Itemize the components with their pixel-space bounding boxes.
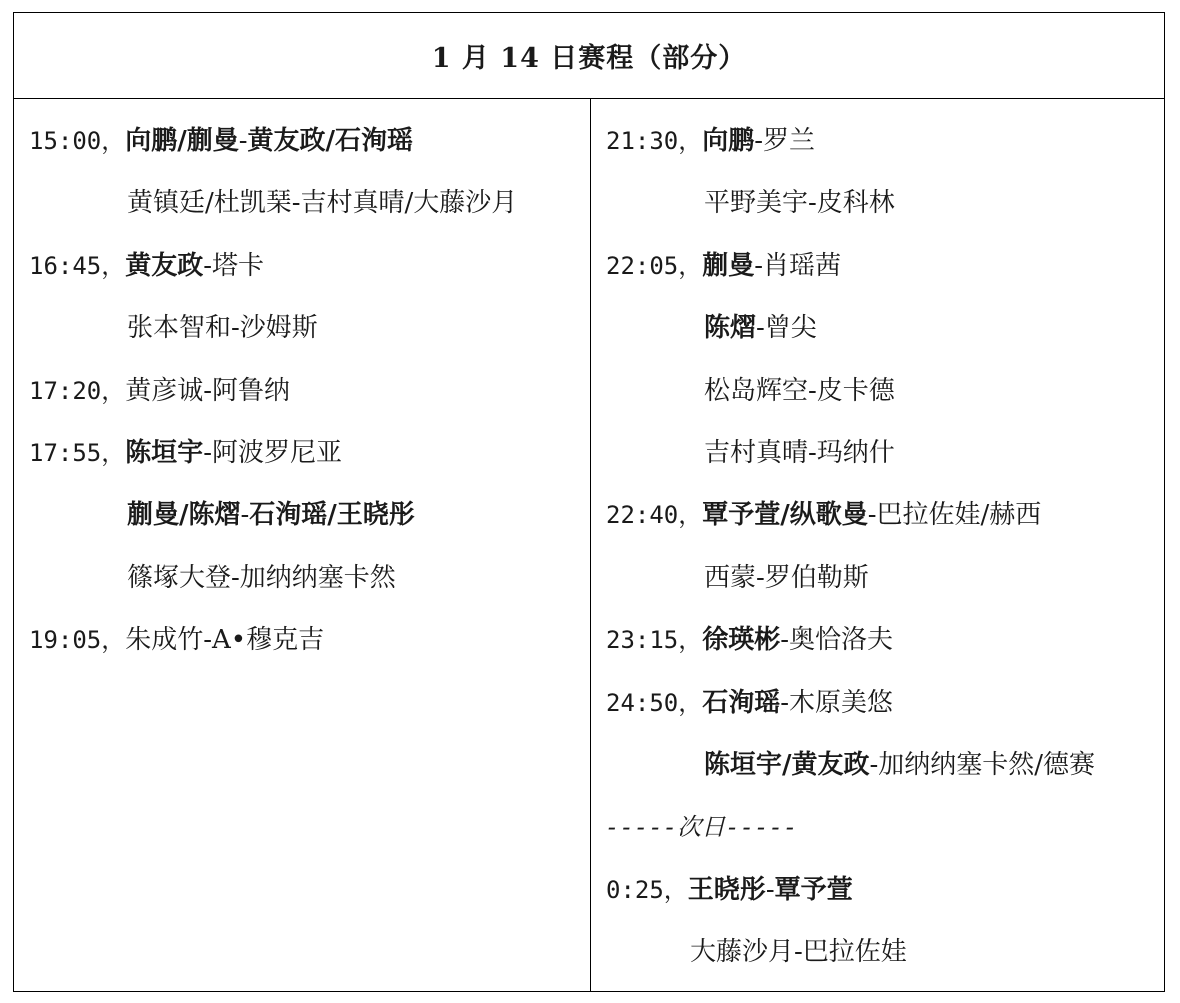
match-text: 西蒙-罗伯勒斯 xyxy=(704,562,869,593)
match-text: -阿波罗尼亚 xyxy=(203,438,343,468)
match-time: 17:20， xyxy=(29,376,126,405)
schedule-line xyxy=(606,620,893,660)
match-text: -罗兰 xyxy=(754,126,816,156)
match-text: 大藤沙月-巴拉佐娃 xyxy=(690,937,907,968)
title-row xyxy=(14,13,1164,99)
match-text: 黄镇廷/杜凯琹-吉村真晴/大藤沙月 xyxy=(127,188,518,219)
left-column xyxy=(14,99,591,991)
schedule-line xyxy=(127,183,517,223)
match-text: 张本智和-沙姆斯 xyxy=(127,313,318,344)
player-name-bold: 向鹏/蒯曼 xyxy=(125,126,239,156)
schedule-line xyxy=(29,246,264,286)
player-name-bold: 徐瑛彬 xyxy=(702,625,781,656)
right-column xyxy=(591,99,1164,991)
player-name-bold: 王晓彤 xyxy=(687,874,766,905)
schedule-line xyxy=(704,183,895,223)
schedule-line xyxy=(127,558,396,598)
match-time: 17:55， xyxy=(29,439,126,467)
match-time: 15:00， xyxy=(29,127,126,155)
schedule-line xyxy=(606,870,853,910)
match-time: 22:40， xyxy=(606,501,703,530)
schedule-line xyxy=(606,495,1041,535)
match-text: 平野美宇-皮科林 xyxy=(704,188,895,219)
match-text: -加纳纳塞卡然/德赛 xyxy=(869,750,1096,780)
player-name-bold: 覃予萱 xyxy=(774,874,853,905)
player-name-bold: 覃予萱/纵歌曼 xyxy=(702,500,868,531)
schedule-line xyxy=(704,433,895,473)
match-text: 篠塚大登-加纳纳塞卡然 xyxy=(127,562,396,593)
schedule-line xyxy=(29,121,413,161)
match-text: 松岛辉空-皮卡德 xyxy=(704,375,895,406)
match-text: 黄彦诚-阿鲁纳 xyxy=(125,375,291,406)
match-time: 21:30， xyxy=(606,127,703,155)
schedule-line xyxy=(704,371,895,411)
schedule-title: 1 月 14 日赛程（部分） xyxy=(431,43,747,74)
schedule-line xyxy=(606,683,893,723)
player-name-bold: 石洵瑶/王晓彤 xyxy=(249,500,415,531)
schedule-line xyxy=(704,745,1095,785)
player-name-bold: 陈熠 xyxy=(704,313,757,344)
match-time: 19:05， xyxy=(29,626,126,655)
match-text: -塔卡 xyxy=(203,250,265,281)
match-time: 22:05， xyxy=(606,251,703,280)
schedule-line xyxy=(127,495,415,535)
schedule-line xyxy=(29,433,342,473)
schedule-line xyxy=(127,308,318,348)
match-text: 吉村真晴-玛纳什 xyxy=(704,438,895,468)
schedule-line xyxy=(29,620,324,660)
player-name-bold: 石洵瑶 xyxy=(702,687,781,718)
player-name-bold: 向鹏 xyxy=(702,126,755,156)
match-text: -曾尖 xyxy=(756,313,817,344)
next-day-separator: -----次日----- xyxy=(605,813,798,842)
schedule-line xyxy=(606,246,841,286)
match-text: - xyxy=(240,500,250,531)
player-name-bold: 黄友政 xyxy=(125,250,204,281)
player-name-bold: 黄友政/石洵瑶 xyxy=(247,126,414,156)
match-time: 23:15， xyxy=(606,626,703,655)
schedule-table xyxy=(13,12,1165,992)
player-name-bold: 蒯曼/陈熠 xyxy=(127,500,241,531)
match-text: -肖瑶茜 xyxy=(754,250,842,281)
match-text: -奥恰洛夫 xyxy=(780,625,894,656)
match-time: 24:50， xyxy=(606,688,703,717)
schedule-line xyxy=(606,121,815,161)
match-time: 0:25， xyxy=(606,875,688,904)
schedule-line xyxy=(29,371,290,411)
schedule-line xyxy=(704,558,869,598)
match-time: 16:45， xyxy=(29,251,126,280)
schedule-line xyxy=(690,932,907,972)
match-text: -木原美悠 xyxy=(780,687,894,718)
match-text: -巴拉佐娃/赫西 xyxy=(867,500,1042,531)
schedule-line xyxy=(605,807,798,847)
schedule-line xyxy=(704,308,817,348)
player-name-bold: 蒯曼 xyxy=(702,250,755,281)
match-text: 朱成竹-A•穆克吉 xyxy=(125,625,325,656)
match-text: - xyxy=(238,126,248,156)
match-text: - xyxy=(765,874,775,905)
player-name-bold: 陈垣宇 xyxy=(125,438,204,468)
player-name-bold: 陈垣宇/黄友政 xyxy=(704,750,870,780)
